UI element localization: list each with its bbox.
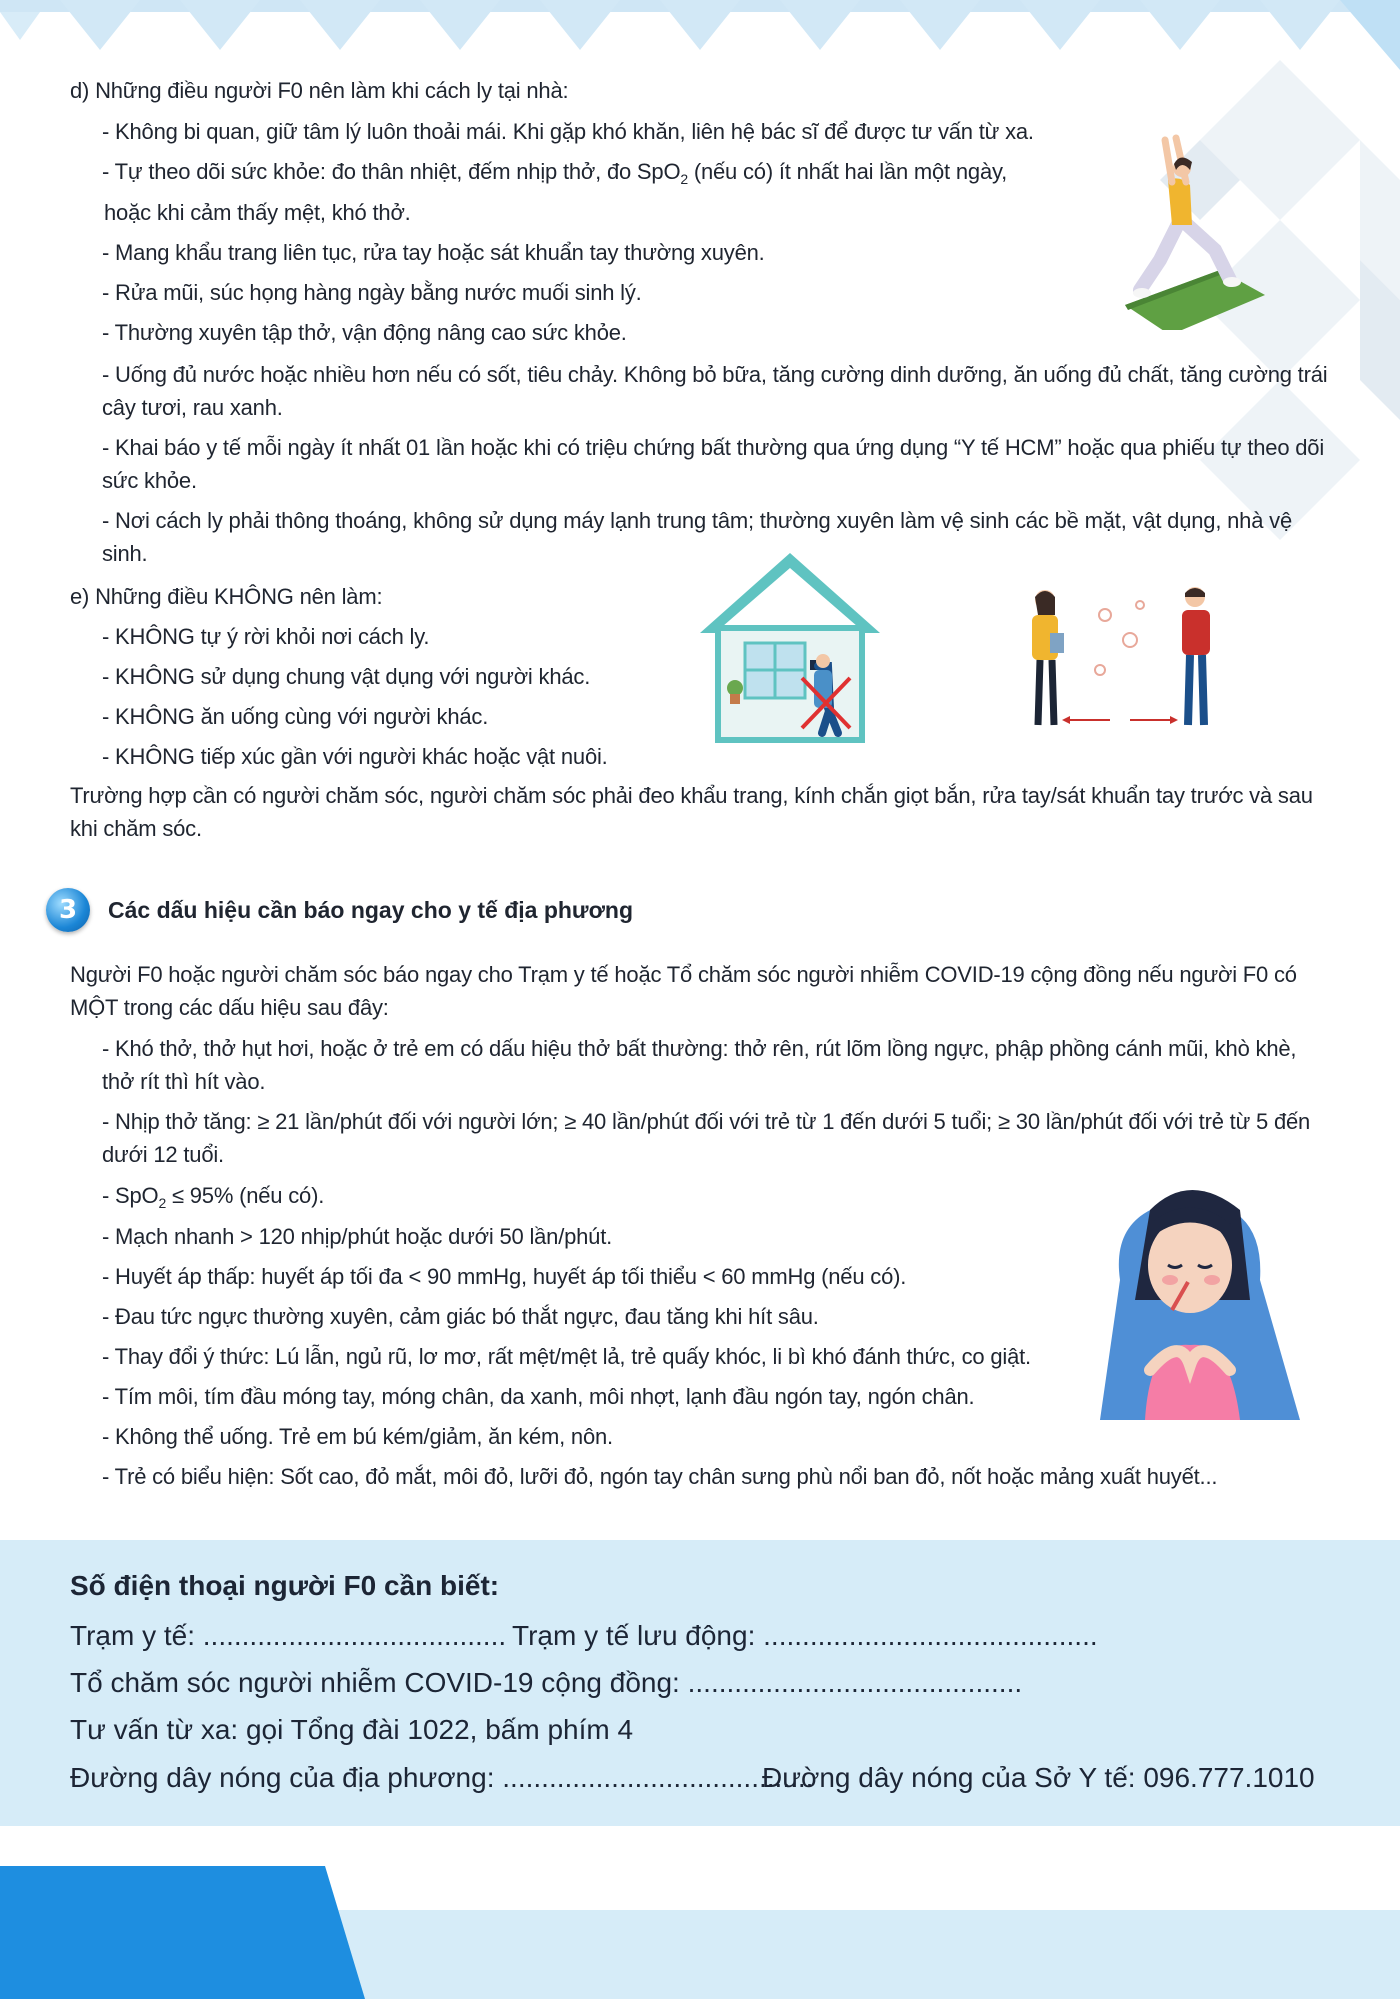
section-3-header xyxy=(46,888,633,932)
doh-hotline: Đường dây nóng của Sở Y tế: 096.777.1010 xyxy=(762,1762,1315,1793)
list-item: - Huyết áp thấp: huyết áp tối đa < 90 mmHg, huyết áp tối thiểu < 60 mmHg (nếu có). xyxy=(102,1264,907,1289)
section-e-heading: e) Những điều KHÔNG nên làm: xyxy=(70,584,383,609)
list-item: - Tự theo dõi sức khỏe: đo thân nhiệt, đếm nhịp thở, đo SpO$_2$ (nếu có) ít nhất hai lần một ngày, xyxy=(102,159,1008,187)
bottom-band-decoration xyxy=(0,1860,1400,1999)
section-3-title: Các dấu hiệu cần báo ngay cho y tế địa phương xyxy=(108,896,634,923)
list-item: - Trẻ có biểu hiện: Sốt cao, đỏ mắt, môi đỏ, lưỡi đỏ, ngón tay chân sưng phù nổi ban đỏ, nốt hoặc mảng xuất huyết... xyxy=(102,1464,1218,1489)
section-3-intro: Người F0 hoặc người chăm sóc báo ngay cho Trạm y tế hoặc Tổ chăm sóc người nhiễm COVID-19 cộng đồng nếu người F0 có MỘT trong các dấu hiệu sau đây: xyxy=(70,962,1297,1020)
list-item: - Thường xuyên tập thở, vận động nâng cao sức khỏe. xyxy=(102,320,627,345)
list-item: - Khó thở, thở hụt hơi, hoặc ở trẻ em có dấu hiệu thở bất thường: thở rên, rút lõm lồng ngực, phập phồng cánh mũi, khò khè, thở rít thì hít vào. xyxy=(102,1036,1297,1094)
list-item-continuation: hoặc khi cảm thấy mệt, khó thở. xyxy=(104,200,411,225)
community-team-phone: Tổ chăm sóc người nhiễm COVID-19 cộng đồng: ........................................... xyxy=(70,1667,1023,1698)
list-item: - Nhịp thở tăng: ≥ 21 lần/phút đối với người lớn; ≥ 40 lần/phút đối với trẻ từ 1 đến dưới 5 tuổi; ≥ 30 lần/phút đối với trẻ từ 5 đến dưới 12 tuổi. xyxy=(102,1109,1311,1167)
station-phone: Trạm y tế: ....................................... xyxy=(70,1620,507,1651)
mobile-station-phone: Trạm y tế lưu động: ........................................... xyxy=(512,1620,1098,1651)
list-item: - Không bi quan, giữ tâm lý luôn thoải mái. Khi gặp khó khăn, liên hệ bác sĩ để được tư vấn từ xa. xyxy=(102,119,1034,144)
list-item: - Tím môi, tím đầu móng tay, móng chân, da xanh, môi nhợt, lạnh đầu ngón tay, ngón chân. xyxy=(102,1384,975,1409)
remote-consult-phone: Tư vấn từ xa: gọi Tổng đài 1022, bấm phím 4 xyxy=(70,1714,634,1745)
caregiver-note: Trường hợp cần có người chăm sóc, người chăm sóc phải đeo khẩu trang, kính chắn giọt bắn, rửa tay/sát khuẩn tay trước và sau khi chăm sóc. xyxy=(70,783,1313,841)
phone-section-title: Số điện thoại người F0 cần biết: xyxy=(70,1570,500,1601)
list-item: - Thay đổi ý thức: Lú lẫn, ngủ rũ, lơ mơ, rất mệt/mệt lả, trẻ quấy khóc, li bì khó đánh thức, co giật. xyxy=(102,1344,1031,1369)
list-item: - SpO$_2$ ≤ 95% (nếu có). xyxy=(102,1183,325,1211)
list-item: - Mạch nhanh > 120 nhịp/phút hoặc dưới 50 lần/phút. xyxy=(102,1224,613,1249)
list-item: - Mang khẩu trang liên tục, rửa tay hoặc sát khuẩn tay thường xuyên. xyxy=(102,240,765,265)
house-isolation-illustration xyxy=(690,548,890,748)
list-item: - KHÔNG ăn uống cùng với người khác. xyxy=(102,704,489,729)
section-d-heading: d) Những điều người F0 nên làm khi cách ly tại nhà: xyxy=(70,78,569,103)
list-item: - Khai báo y tế mỗi ngày ít nhất 01 lần hoặc khi có triệu chứng bất thường qua ứng dụng “Y tế HCM” hoặc qua phiếu tự theo dõi sức khỏe. xyxy=(102,435,1325,493)
yoga-exercise-illustration xyxy=(1120,130,1270,330)
list-item: - Nơi cách ly phải thông thoáng, không sử dụng máy lạnh trung tâm; thường xuyên làm vệ sinh các bề mặt, vật dụng, nhà vệ sinh. xyxy=(102,508,1292,566)
list-item: - Đau tức ngực thường xuyên, cảm giác bó thắt ngực, đau tăng khi hít sâu. xyxy=(102,1304,819,1329)
list-item: - Không thể uống. Trẻ em bú kém/giảm, ăn kém, nôn. xyxy=(102,1424,613,1449)
list-item: - KHÔNG tự ý rời khỏi nơi cách ly. xyxy=(102,624,430,649)
list-item: - Rửa mũi, súc họng hàng ngày bằng nước muối sinh lý. xyxy=(102,280,642,305)
section-number-badge: 3 xyxy=(46,888,90,932)
sick-person-illustration xyxy=(1090,1170,1310,1430)
local-hotline: Đường dây nóng của địa phương: ........................................ xyxy=(70,1762,814,1793)
list-item: - KHÔNG tiếp xúc gần với người khác hoặc vật nuôi. xyxy=(102,744,608,769)
list-item: - Uống đủ nước hoặc nhiều hơn nếu có sốt, tiêu chảy. Không bỏ bữa, tăng cường dinh dưỡng, ăn uống đủ chất, tăng cường trái cây tươi, rau xanh. xyxy=(102,362,1328,420)
list-item: - KHÔNG sử dụng chung vật dụng với người khác. xyxy=(102,664,591,689)
social-distancing-illustration xyxy=(1010,585,1230,735)
